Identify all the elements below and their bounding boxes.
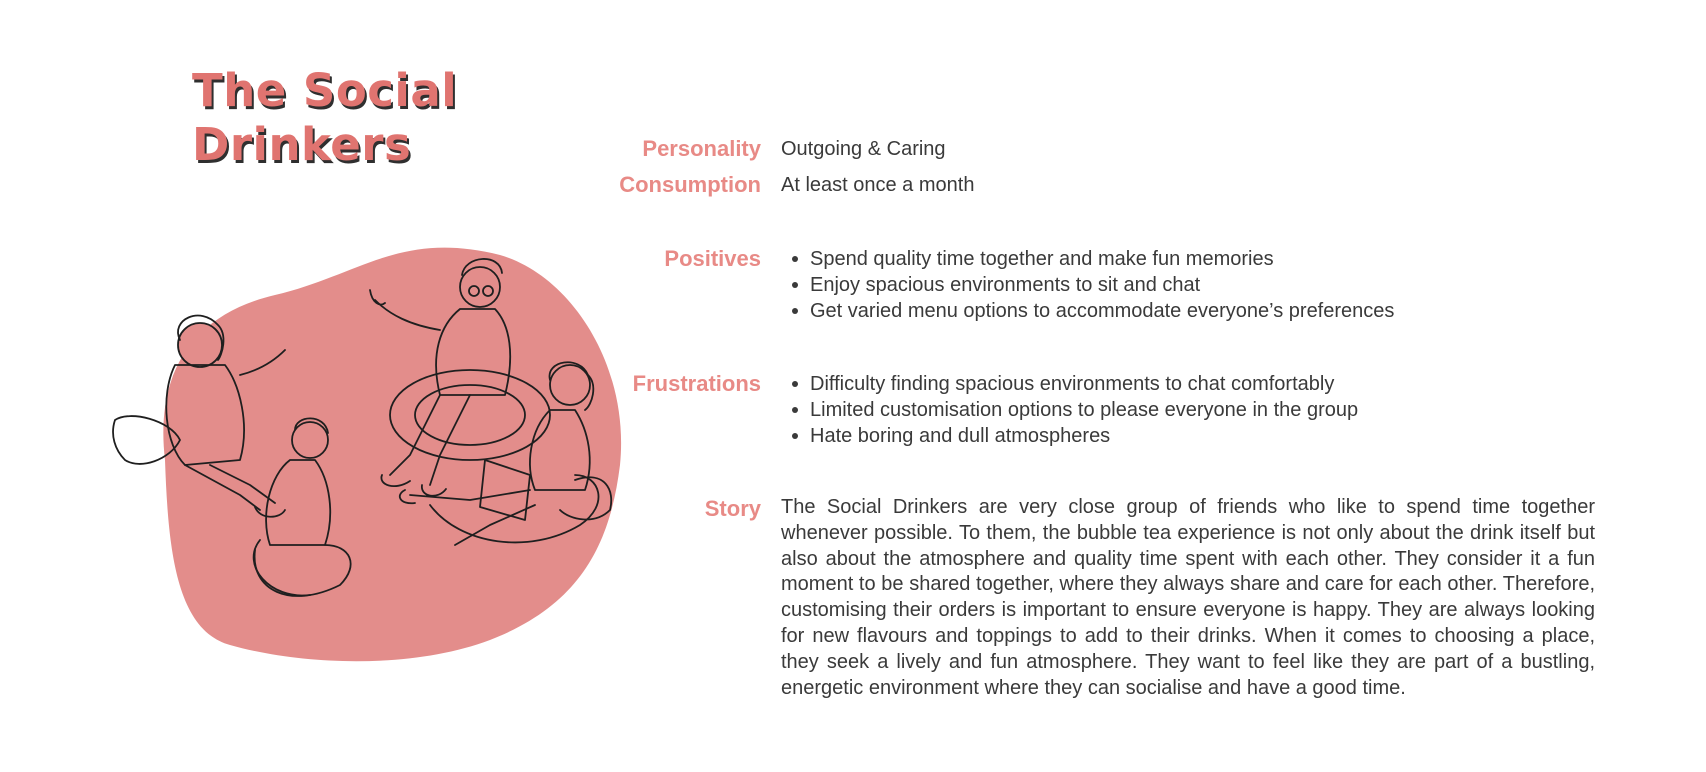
list-item: Difficulty finding spacious environments to chat comfortably [810,371,1358,397]
friends-lounging-illustration [110,245,670,665]
persona-title [192,64,457,172]
frustrations-list [781,371,1358,449]
positives-list [781,246,1394,324]
persona-title-line-1: The Social [192,64,458,117]
list-item: Limited customisation options to please everyone in the group [810,399,1359,421]
list-item: Spend quality time together and make fun memories [810,246,1394,272]
consumption-label: Consumption [619,172,761,197]
list-item: Hate boring and dull atmospheres [810,423,1358,449]
story-text: The Social Drinkers are very close group of friends who like to spend time together whenever possible. To them, the bubble tea experience is not only about the drink itself but also about the atmosphere and quality time spent with each other. They consider it a fun moment to be shared together, where they always share and care for each other. Therefore, customising their orders is important to ensure everyone is happy. They are always looking for new flavours and toppings to add to their drinks. When it comes to choosing a place, they seek a lively and fun atmosphere. They want to feel like they are part of a bustling, energetic environment where they can socialise and have a good time. [781,496,1595,699]
pink-blob-shape [163,248,621,662]
story-label: Story [704,496,761,521]
frustrations-label: Frustrations [632,371,761,396]
positives-label: Positives [664,246,761,271]
personality-value: Outgoing & Caring [781,138,946,160]
list-item: Get varied menu options to accommodate everyone’s preferences [810,300,1395,322]
persona-title-line-2: Drinkers [192,118,412,171]
personality-label: Personality [642,136,761,161]
list-item: Enjoy spacious environments to sit and chat [810,272,1394,298]
consumption-value: At least once a month [781,174,975,196]
